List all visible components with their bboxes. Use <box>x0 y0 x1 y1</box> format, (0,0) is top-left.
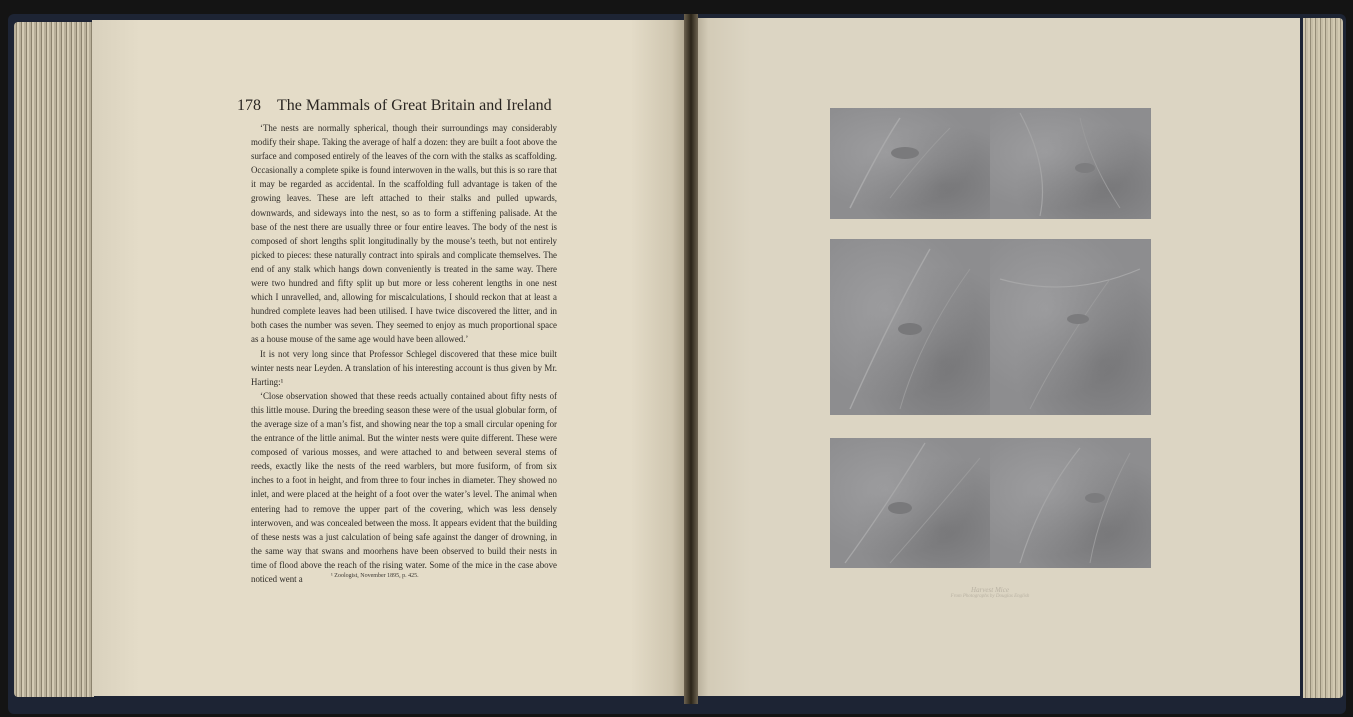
plate-caption <box>930 586 1050 604</box>
plate-caption-title: Harvest Mice <box>971 586 1009 594</box>
photo-plate-4 <box>990 239 1151 415</box>
footnote: ¹ Zoologist, November 1895, p. 425. <box>331 573 419 579</box>
paragraph: It is not very long since that Professor Schlegel discovered that these mice built winter nests near Leyden. A translation of his interesting account is thus given by Mr. Harting:¹ <box>251 348 557 387</box>
photo-plate-2 <box>990 108 1151 219</box>
plate-caption-credit: From Photographs by Douglas English <box>950 594 1030 599</box>
left-page-edges <box>14 22 94 697</box>
photo-plate-1 <box>830 108 991 219</box>
photo-plate-6 <box>990 438 1151 568</box>
book-gutter <box>684 14 698 704</box>
running-header <box>237 97 557 119</box>
running-title: The Mammals of Great Britain and Ireland <box>277 97 552 114</box>
body-text <box>251 121 557 586</box>
photo-plate-5 <box>830 438 991 568</box>
paragraph: ‘Close observation showed that these reeds actually contained about fifty nests of this little mouse. During the breeding season these were of the usual globular form, of the average size of a man’s fist, and showing near the top a small circular opening for the entrance of the little animal. But the winter nests were quite different. These were composed of various mosses, and were attached to and between several stems of reeds, exactly like the nests of the reed warblers, but more fusiform, of from six inches to a foot in height, and from three to four inches in diameter. They showed no inlet, and were placed at the height of a foot over the water’s level. The animal when entering had to remove the upper part of the covering, which was less densely interwoven, and was concealed between the moss. It appears evident that the building of these nests was a just calculation of being safe against the danger of drowning, in the same way that swans and moorhens have been observed to build their nests in time of flood above the reach of the rising water. Some of the mice in the case above noticed went a <box>251 390 557 584</box>
right-page-edges <box>1303 18 1343 698</box>
photo-plate-3 <box>830 239 991 415</box>
paragraph: ‘The nests are normally spherical, though their surroundings may considerably modify their shape. Taking the average of half a dozen: they are built a foot above the surface and composed entirely of the leaves of the corn with the stalks as scaffolding. Occasionally a complete spike is found interwoven in the walls, but this is so rare that it may be regarded as accidental. In the scaffolding full advantage is taken of the growing leaves. These are left attached to their stalks and pulled upwards, downwards, and sideways into the nest, so as to form a stiffening palisade. At the base of the nest there are usually three or four entire leaves. The body of the nest is composed of short lengths split longitudinally by the mouse’s teeth, but not entirely picked to pieces: these naturally contract into spirals and complicate themselves. The end of any stalk which hangs down conveniently is treated in the same way. There were two hundred and fifty split up but more or less coherent lengths in one nest which I unravelled, and, allowing for miscalculations, I should reckon that at least a hundred complete leaves had been utilised. I have twice discovered the litter, and in both cases the number was seven. They seemed to enjoy as much proportional space as a house mouse of the same age would have been allowed.’ <box>251 123 557 345</box>
page-number: 178 <box>237 97 261 114</box>
